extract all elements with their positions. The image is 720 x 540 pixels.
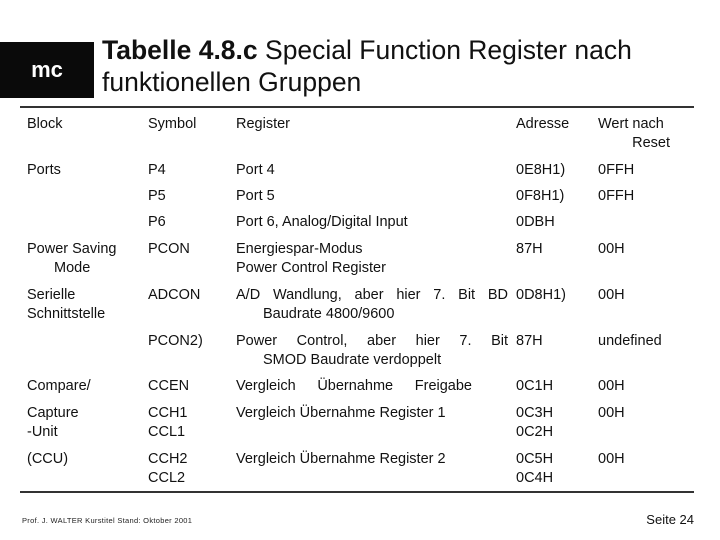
title-text-line2: funktionellen Gruppen [102,67,362,97]
row-register-line1: A/D Wandlung, aber hier 7. Bit BD [236,287,508,303]
column-header-symbol: Symbol [148,116,197,132]
row-register-line2: SMOD Baudrate verdoppelt [263,352,442,368]
row-reset: 0FFH [598,188,635,204]
row-register: Port 6, Analog/Digital Input [236,214,408,230]
row-address: 0D8H1) [516,287,566,303]
row-address [516,450,590,488]
row-address: 0C1H [516,378,554,394]
row-symbol: P6 [148,214,166,230]
row-block [27,240,142,278]
row-symbol [148,404,228,442]
row-register: Vergleich Übernahme Register 2 [236,451,446,467]
row-register [236,286,508,324]
row-block: (CCU) [27,451,69,467]
row-register [236,240,508,278]
row-register [236,332,508,370]
slide-title [102,34,702,98]
row-block: Ports [27,162,61,178]
row-register: Vergleich Übernahme Register 1 [236,405,446,421]
row-symbol: PCON [148,241,190,257]
row-symbol: P4 [148,162,166,178]
column-header-reset [598,115,694,153]
column-header-address: Adresse [516,116,570,132]
row-block-line1: Capture [27,405,79,421]
row-register: Port 5 [236,188,275,204]
row-register-line2: Power Control Register [236,260,386,276]
row-address [516,404,590,442]
row-reset: 00H [598,287,625,303]
column-header-register: Register [236,116,290,132]
row-block [27,286,142,324]
row-block-line1: Serielle [27,287,76,303]
row-register: Port 4 [236,162,275,178]
row-register-line1: Power Control, aber hier 7. Bit [236,333,508,349]
row-symbol: PCON2) [148,333,203,349]
row-reset: 00H [598,451,625,467]
row-reset: 00H [598,378,625,394]
row-register-line2: Baudrate 4800/9600 [263,306,395,322]
column-header-reset-line2: Reset [632,135,670,151]
row-symbol: ADCON [148,287,201,303]
table-top-rule [20,106,694,108]
row-address: 0E8H1) [516,162,566,178]
row-address-line1: 0C3H [516,405,554,421]
row-symbol: CCEN [148,378,190,394]
row-symbol-line2: CCL2 [148,470,186,486]
row-symbol-line1: CCH1 [148,405,188,421]
row-reset: 0FFH [598,162,635,178]
row-reset: undefined [598,333,662,349]
row-symbol-line2: CCL1 [148,424,186,440]
row-address-line2: 0C4H [516,470,554,486]
title-text-line1: Special Function Register nach [257,35,632,65]
row-block [27,404,142,442]
row-block-line2: -Unit [27,424,58,440]
row-register-line1: Vergleich Übernahme Freigabe [236,378,472,394]
row-symbol: P5 [148,188,166,204]
table-bottom-rule [20,491,694,493]
row-register-line1: Energiespar-Modus [236,241,363,257]
row-address: 87H [516,241,543,257]
row-symbol-line1: CCH2 [148,451,188,467]
row-block-line2: Mode [54,260,91,276]
footer-author: Prof. J. WALTER Kurstitel Stand: Oktober 2001 [22,516,193,525]
row-address-line1: 0C5H [516,451,554,467]
logo: mc [0,42,94,98]
row-address: 0F8H1) [516,188,565,204]
title-table-number: Tabelle 4.8.c [102,35,258,65]
row-block: Compare/ [27,378,91,394]
row-reset: 00H [598,241,625,257]
row-address: 0DBH [516,214,555,230]
row-block-line2: Schnittstelle [27,306,106,322]
row-address-line2: 0C2H [516,424,554,440]
row-address: 87H [516,333,543,349]
row-symbol [148,450,228,488]
row-block-line1: Power Saving [27,241,117,257]
column-header-block: Block [27,116,63,132]
column-header-reset-line1: Wert nach [598,116,664,132]
row-reset: 00H [598,405,625,421]
page-number: Seite 24 [646,512,694,527]
row-register [236,377,472,396]
